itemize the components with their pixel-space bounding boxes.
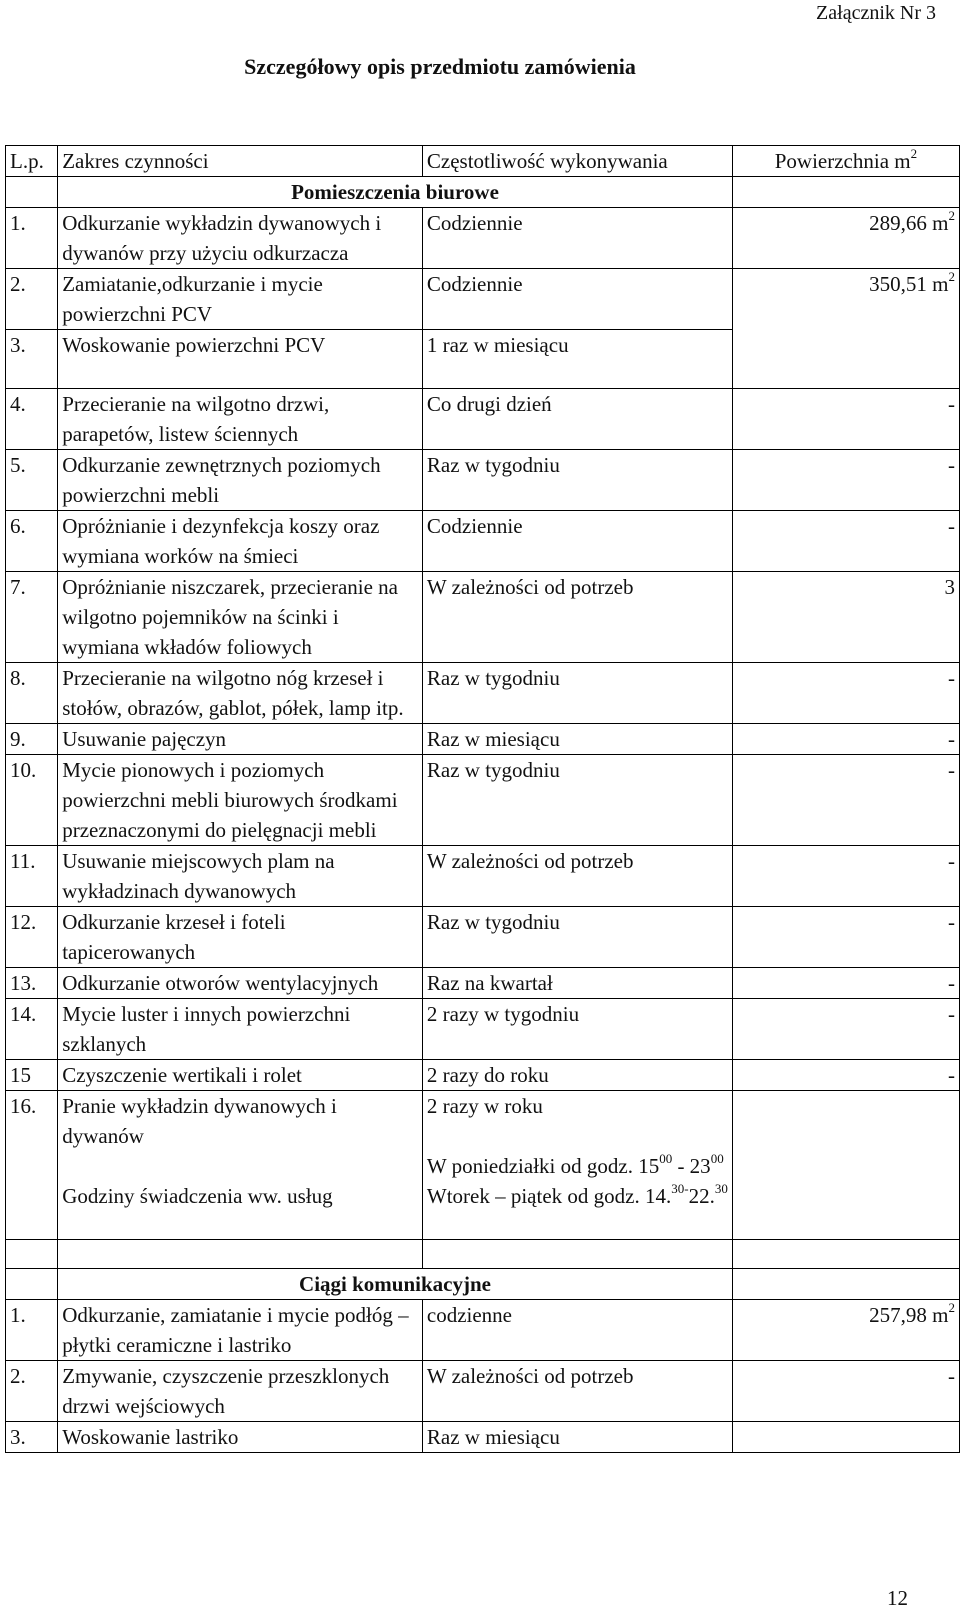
row-frequency: 2 razy w roku W poniedziałki od godz. $15^{00} - 23^{00}$ Wtorek – piątek od godz. 14.$^{30-}$22.30 — [422, 1091, 732, 1240]
row-zakres: Przecieranie na wilgotno nóg krzeseł i stołów, obrazów, gablot, półek, lamp itp. — [58, 663, 423, 724]
section-row — [6, 1269, 960, 1300]
row-area: - — [732, 1060, 959, 1091]
row-frequency: 2 razy w tygodniu — [422, 999, 732, 1060]
header-powierzchnia: Powierzchnia $m^2$ — [732, 146, 959, 177]
header-zakres: Zakres czynności — [58, 146, 423, 177]
row-lp: 6. — [6, 511, 58, 572]
row-area: - — [732, 450, 959, 511]
table-row — [6, 208, 960, 269]
row-area: - — [732, 389, 959, 450]
row-lp: 9. — [6, 724, 58, 755]
row-zakres: Przecieranie na wilgotno drzwi, parapetów, listew ściennych — [58, 389, 423, 450]
section-row — [6, 177, 960, 208]
row-zakres: Woskowanie powierzchni PCV — [58, 330, 423, 389]
header-lp: L.p. — [6, 146, 58, 177]
page-number: 12 — [887, 1586, 908, 1610]
row-frequency: Raz w miesiącu — [422, 724, 732, 755]
table-row — [6, 755, 960, 846]
row-lp: 14. — [6, 999, 58, 1060]
row-zakres: Odkurzanie otworów wentylacyjnych — [58, 968, 423, 999]
row-area: - — [732, 907, 959, 968]
table-row — [6, 907, 960, 968]
service-hours-line2: Wtorek – piątek od godz. 14.$^{30-}$22.30 — [426, 1181, 728, 1208]
document-title: Szczegółowy opis przedmiotu zamówienia — [244, 54, 636, 79]
row-area: 289,66 $m^2$ — [732, 208, 959, 269]
row-lp: 10. — [6, 755, 58, 846]
table-row — [6, 724, 960, 755]
table-row — [6, 968, 960, 999]
row-area-merged: 350,51 $m^2$ — [732, 269, 959, 389]
row-zakres: Opróżnianie niszczarek, przecieranie na wilgotno pojemników na ścinki i wymiana wkładów foliowych — [58, 572, 423, 663]
section-title-ciagi: Ciągi komunikacyjne — [58, 1269, 733, 1300]
row-lp: 3. — [6, 330, 58, 389]
row-zakres: Czyszczenie wertikali i rolet — [58, 1060, 423, 1091]
row-zakres: Opróżnianie i dezynfekcja koszy oraz wymiana worków na śmieci — [58, 511, 423, 572]
service-hours-label: Godziny świadczenia ww. usług — [62, 1184, 333, 1208]
row-area: - — [732, 968, 959, 999]
row-zakres: Mycie pionowych i poziomych powierzchni mebli biurowych środkami przeznaczonymi do pielęgnacji mebli — [58, 755, 423, 846]
row-zakres: Mycie luster i innych powierzchni szklanych — [58, 999, 423, 1060]
service-table — [5, 145, 960, 1453]
row-zakres: Odkurzanie zewnętrznych poziomych powierzchni mebli — [58, 450, 423, 511]
table-row — [6, 663, 960, 724]
row-lp: 8. — [6, 663, 58, 724]
table-row — [6, 999, 960, 1060]
row-frequency: W zależności od potrzeb — [422, 572, 732, 663]
row-lp: 7. — [6, 572, 58, 663]
row-area: 257,98 $m^2$ — [732, 1300, 959, 1361]
row-zakres: Woskowanie lastriko — [58, 1422, 423, 1453]
row-zakres: Pranie wykładzin dywanowych i dywanów Godziny świadczenia ww. usług — [58, 1091, 423, 1240]
row-frequency: Codziennie — [422, 269, 732, 330]
row-lp: 1. — [6, 1300, 58, 1361]
row-lp: 13. — [6, 968, 58, 999]
row-lp: 15 — [6, 1060, 58, 1091]
row-area: - — [732, 511, 959, 572]
row-lp: 12. — [6, 907, 58, 968]
row-area: - — [732, 724, 959, 755]
row-area: - — [732, 999, 959, 1060]
row-frequency: Raz w tygodniu — [422, 755, 732, 846]
row-lp: 16. — [6, 1091, 58, 1240]
row-zakres: Usuwanie pajęczyn — [58, 724, 423, 755]
row-area: - — [732, 663, 959, 724]
row-lp: 4. — [6, 389, 58, 450]
row-area: - — [732, 846, 959, 907]
row-zakres: Usuwanie miejscowych plam na wykładzinach dywanowych — [58, 846, 423, 907]
row-frequency: Raz na kwartał — [422, 968, 732, 999]
row-frequency: codzienne — [422, 1300, 732, 1361]
row-zakres: Zamiatanie,odkurzanie i mycie powierzchni PCV — [58, 269, 423, 330]
row-lp: 11. — [6, 846, 58, 907]
row-lp: 5. — [6, 450, 58, 511]
table-row — [6, 572, 960, 663]
table-row — [6, 269, 960, 330]
row-zakres: Odkurzanie wykładzin dywanowych i dywanów przy użyciu odkurzacza — [58, 208, 423, 269]
header-czestotliwosc: Częstotliwość wykonywania — [422, 146, 732, 177]
table-row — [6, 1361, 960, 1422]
table-row — [6, 450, 960, 511]
table-row — [6, 1060, 960, 1091]
row-frequency: W zależności od potrzeb — [422, 1361, 732, 1422]
row-area: - — [732, 755, 959, 846]
table-row — [6, 1091, 960, 1240]
row-frequency: Raz w tygodniu — [422, 450, 732, 511]
row-area: 3 — [732, 572, 959, 663]
row-lp: 3. — [6, 1422, 58, 1453]
row-lp: 2. — [6, 1361, 58, 1422]
annex-label: Załącznik Nr 3 — [816, 2, 936, 24]
row-frequency: Co drugi dzień — [422, 389, 732, 450]
row-frequency: Raz w tygodniu — [422, 663, 732, 724]
table-header-row — [6, 146, 960, 177]
row-frequency: 2 razy do roku — [422, 1060, 732, 1091]
spacer-row — [6, 1240, 960, 1269]
row-frequency: Codziennie — [422, 208, 732, 269]
row-frequency: 1 raz w miesiącu — [422, 330, 732, 389]
table-row — [6, 1422, 960, 1453]
row-frequency: Raz w tygodniu — [422, 907, 732, 968]
table-row — [6, 511, 960, 572]
row-lp: 1. — [6, 208, 58, 269]
table-row — [6, 846, 960, 907]
section-title-biurowe: Pomieszczenia biurowe — [58, 177, 733, 208]
row-frequency: Codziennie — [422, 511, 732, 572]
table-row — [6, 1300, 960, 1361]
row-zakres: Zmywanie, czyszczenie przeszklonych drzwi wejściowych — [58, 1361, 423, 1422]
row-zakres: Odkurzanie, zamiatanie i mycie podłóg – płytki ceramiczne i lastriko — [58, 1300, 423, 1361]
table-row — [6, 389, 960, 450]
row-zakres: Odkurzanie krzeseł i foteli tapicerowanych — [58, 907, 423, 968]
service-hours-line1: W poniedziałki od godz. $15^{00} - 23^{00}$ — [426, 1151, 724, 1178]
row-lp: 2. — [6, 269, 58, 330]
row-area: - — [732, 1361, 959, 1422]
row-frequency: W zależności od potrzeb — [422, 846, 732, 907]
row-frequency: Raz w miesiącu — [422, 1422, 732, 1453]
